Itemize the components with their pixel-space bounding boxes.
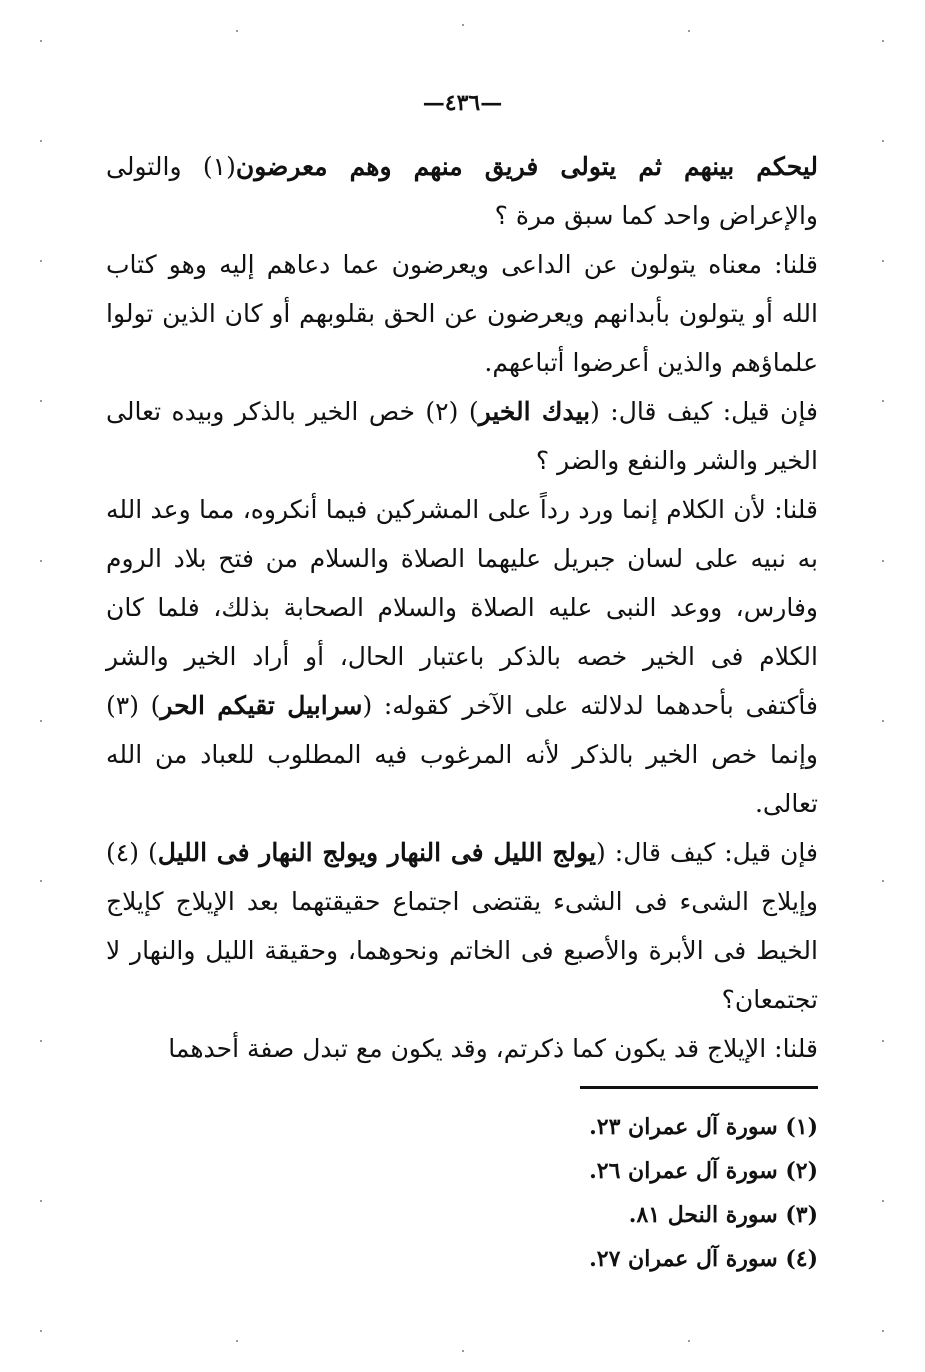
paragraph-4 xyxy=(106,485,818,828)
text-run: خص الخير بالذكر وبيده تعالى الخير والشر والنفع والضر ؟ xyxy=(106,397,818,475)
text-run: قلنا: الإيلاج قد يكون كما ذكرتم، وقد يكون مع تبدل صفة أحدهما xyxy=(168,1034,818,1063)
footnote-4: (٤) سورة آل عمران ٢٧. xyxy=(589,1246,818,1272)
paragraph-3 xyxy=(106,387,818,485)
quran-quote: سرابيل تقيكم الحر xyxy=(160,691,363,720)
footnote-3: (٣) سورة النحل ٨١. xyxy=(628,1202,818,1228)
footnote-ref: (٤) xyxy=(106,838,139,867)
text-run: فإن قيل: كيف قال: ( xyxy=(596,838,818,867)
text-run: قلنا: لأن الكلام إنما ورد رداً على المشركين فيما أنكروه، مما وعد الله به نبيه على لسان جبريل عليهما الصلاة والسلام من فتح بلاد الروم وفارس، ووعد النبى عليه الصلاة والسلام الصحابة بذلك، فلما كان الكلام فى الخير خصه بالذكر باعتبار الحال، أو أراد الخير والشر فأكتفى بأحدهما لدلالته على الآخر كقوله: ( xyxy=(106,495,818,720)
text-run: وإنما خص الخير بالذكر لأنه المرغوب فيه المطلوب للعباد من الله تعالى. xyxy=(106,740,818,818)
text-run: ) xyxy=(458,397,479,426)
footnote-ref: (٢) xyxy=(425,397,459,426)
text-run: ) xyxy=(138,838,158,867)
paragraph-2 xyxy=(106,240,818,387)
text-run: وإيلاج الشىء فى الشىء يقتضى اجتماع حقيقتهما بعد الإيلاج كإيلاج الخيط فى الأبرة والأصبع فى الخاتم ونحوهما، وحقيقة الليل والنهار لا تجتمعان؟ xyxy=(106,887,818,1014)
quran-quote: يولج الليل فى النهار ويولج النهار فى الليل xyxy=(157,838,597,867)
footnote-divider xyxy=(580,1086,818,1089)
footnote-ref: (٣) xyxy=(106,691,139,720)
paragraph-1 xyxy=(106,142,818,240)
quran-quote: بيدك الخير xyxy=(478,397,591,426)
main-text xyxy=(106,142,818,1073)
text-run: والتولى والإعراض واحد كما سبق مرة ؟ xyxy=(106,152,818,230)
text-run: ) xyxy=(138,691,161,720)
text-run: فإن قيل: كيف قال: ( xyxy=(590,397,818,426)
page-number: —٤٣٦— xyxy=(422,90,503,116)
footnotes xyxy=(520,1105,818,1281)
paragraph-5 xyxy=(106,828,818,1024)
text-run: قلنا: معناه يتولون عن الداعى ويعرضون عما دعاهم إليه وهو كتاب الله أو يتولون بأبدانهم ويعرضون عن الحق بقلوبهم أو كان الذين تولوا علماؤهم والذين أعرضوا أتباعهم. xyxy=(106,250,818,377)
paragraph-6 xyxy=(106,1024,818,1073)
footnote-ref: (١) xyxy=(202,152,236,181)
footnote-2: (٢) سورة آل عمران ٢٦. xyxy=(589,1158,818,1184)
quran-quote: ليحكم بينهم ثم يتولى فريق منهم وهم معرضون xyxy=(235,152,818,181)
footnote-1: (١) سورة آل عمران ٢٣. xyxy=(589,1114,818,1140)
